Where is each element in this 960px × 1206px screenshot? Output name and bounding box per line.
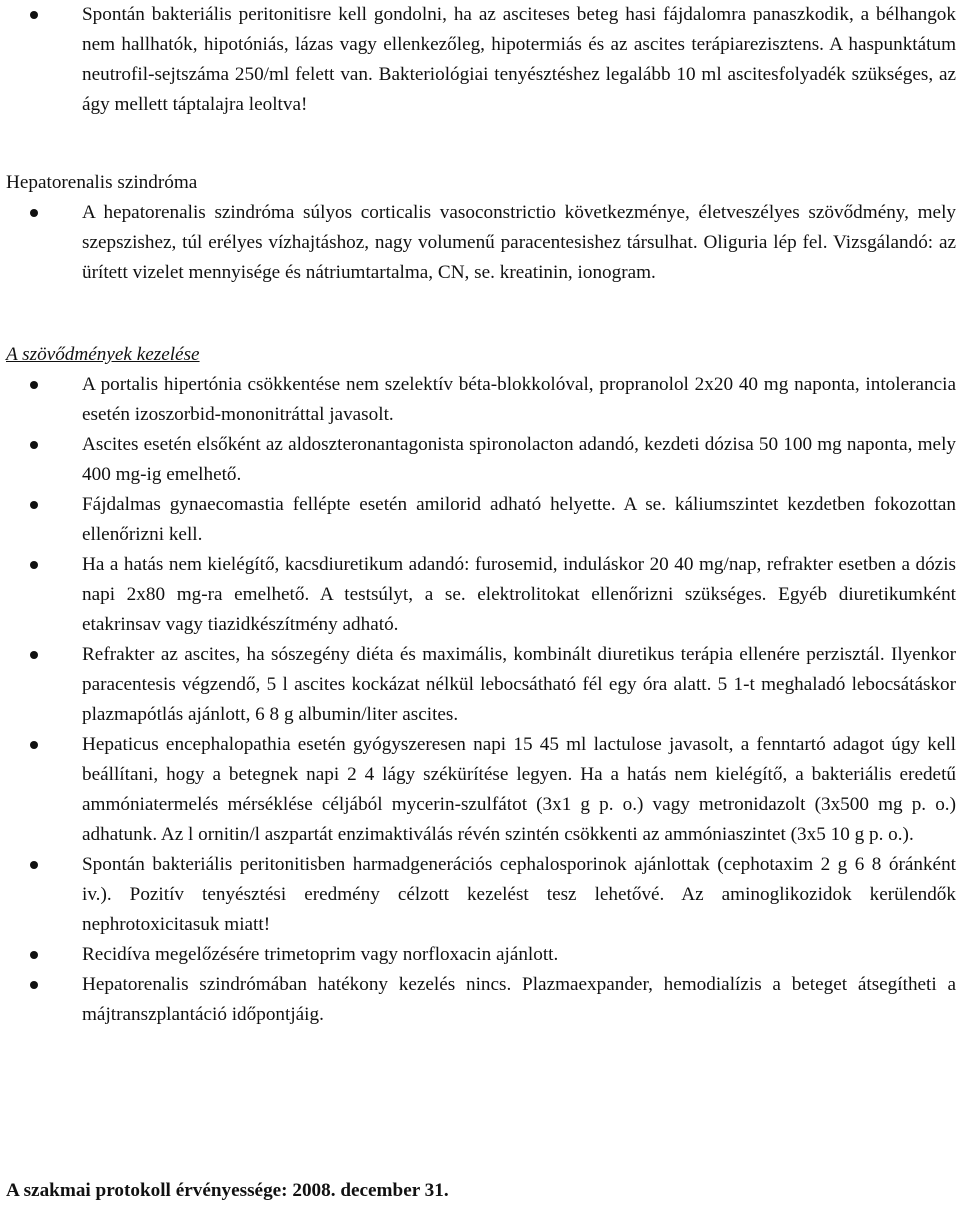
list-item-text: Refrakter az ascites, ha sószegény diéta és maximális, kombinált diuretikus terápia ellenére perzisztál. Ilyenkor paracentesis végzendő, 5 l ascites kockázat nélkül lebocsátható fél egy óra alatt. 5 1-t meghaladó lebocsátáskor plazmapótlás ajánlott, 6 8 g albumin/liter ascites.	[82, 644, 956, 725]
section-heading-complications: A szövődmények kezelése	[6, 344, 200, 365]
list-item-text: Fájdalmas gynaecomastia fellépte esetén amilorid adható helyette. A se. káliumszintet kezdetben fokozottan ellenőrizni kell.	[82, 494, 956, 545]
list-item	[0, 730, 960, 850]
bullet-icon	[30, 861, 38, 869]
list-item	[0, 198, 960, 288]
list-item-text: Spontán bakteriális peritonitisre kell gondolni, ha az asciteses beteg hasi fájdalomra panaszkodik, a bélhangok nem hallhatók, hipotóniás, lázas vagy ellenkezőleg, hipotermiás és az ascites terápiarezisztens. A haspunktátum neutrofil-sejtszáma 250/ml felett van. Bakteriológiai tenyésztéshez legalább 10 ml ascitesfolyadék szükséges, az ágy mellett táptalajra leoltva!	[82, 4, 956, 115]
list-item	[0, 0, 960, 120]
list-item	[0, 940, 960, 970]
hepatorenal-list	[0, 198, 960, 288]
intro-list	[0, 0, 960, 120]
bullet-icon	[30, 951, 38, 959]
list-item	[0, 430, 960, 490]
bullet-icon	[30, 981, 38, 989]
list-item-text: Ascites esetén elsőként az aldoszteronantagonista spironolacton adandó, kezdeti dózisa 50 100 mg naponta, mely 400 mg-ig emelhető.	[82, 434, 956, 485]
protocol-validity-footer: A szakmai protokoll érvényessége: 2008. december 31.	[6, 1180, 449, 1201]
list-item	[0, 640, 960, 730]
bullet-icon	[30, 561, 38, 569]
list-item	[0, 550, 960, 640]
bullet-icon	[30, 651, 38, 659]
bullet-icon	[30, 441, 38, 449]
bullet-icon	[30, 11, 38, 19]
list-item-text: Recidíva megelőzésére trimetoprim vagy norfloxacin ajánlott.	[82, 944, 559, 965]
bullet-icon	[30, 209, 38, 217]
list-item	[0, 370, 960, 430]
list-item-text: Spontán bakteriális peritonitisben harmadgenerációs cephalosporinok ajánlottak (cephotaxim 2 g 6 8 óránként iv.). Pozitív tenyésztési eredmény célzott kezelést tesz lehetővé. Az aminoglikozidok kerülendők nephrotoxicitasuk miatt!	[82, 854, 956, 935]
list-item-text: Ha a hatás nem kielégítő, kacsdiuretikum adandó: furosemid, induláskor 20 40 mg/nap, refrakter esetben a dózis napi 2x80 mg-ra emelhető. A testsúlyt, a se. elektrolitokat ellenőrizni szükséges. Egyéb diuretikumként etakrinsav vagy tiazidkészítmény adható.	[82, 554, 956, 635]
bullet-icon	[30, 501, 38, 509]
section-heading-hepatorenal: Hepatorenalis szindróma	[6, 172, 198, 193]
bullet-icon	[30, 381, 38, 389]
list-item-text: A hepatorenalis szindróma súlyos corticalis vasoconstrictio következménye, életveszélyes szövődmény, mely szepszishez, túl erélyes vízhajtáshoz, nagy volumenű paracentesishez társulhat. Oliguria lép fel. Vizsgálandó: az ürített vizelet mennyisége és nátriumtartalma, CN, se. kreatinin, ionogram.	[82, 202, 956, 283]
list-item	[0, 970, 960, 1030]
list-item	[0, 490, 960, 550]
bullet-icon	[30, 741, 38, 749]
list-item-text: A portalis hipertónia csökkentése nem szelektív béta-blokkolóval, propranolol 2x20 40 mg naponta, intolerancia esetén izoszorbid-mononitráttal javasolt.	[82, 374, 956, 425]
list-item	[0, 850, 960, 940]
complications-list	[0, 370, 960, 1030]
list-item-text: Hepaticus encephalopathia esetén gyógyszeresen napi 15 45 ml lactulose javasolt, a fenntartó adagot úgy kell beállítani, hogy a betegnek napi 2 4 lágy székürítése legyen. Ha a hatás nem kielégítő, a bakteriális eredetű ammóniatermelés mérséklése céljából mycerin-szulfátot (3x1 g p. o.) vagy metronidazolt (3x500 mg p. o.) adhatunk. Az l ornitin/l aszpartát enzimaktiválás révén szintén csökkenti az ammóniaszintet (3x5 10 g p. o.).	[82, 734, 956, 845]
list-item-text: Hepatorenalis szindrómában hatékony kezelés nincs. Plazmaexpander, hemodialízis a beteget átsegítheti a májtranszplantáció időpontjáig.	[82, 974, 956, 1025]
